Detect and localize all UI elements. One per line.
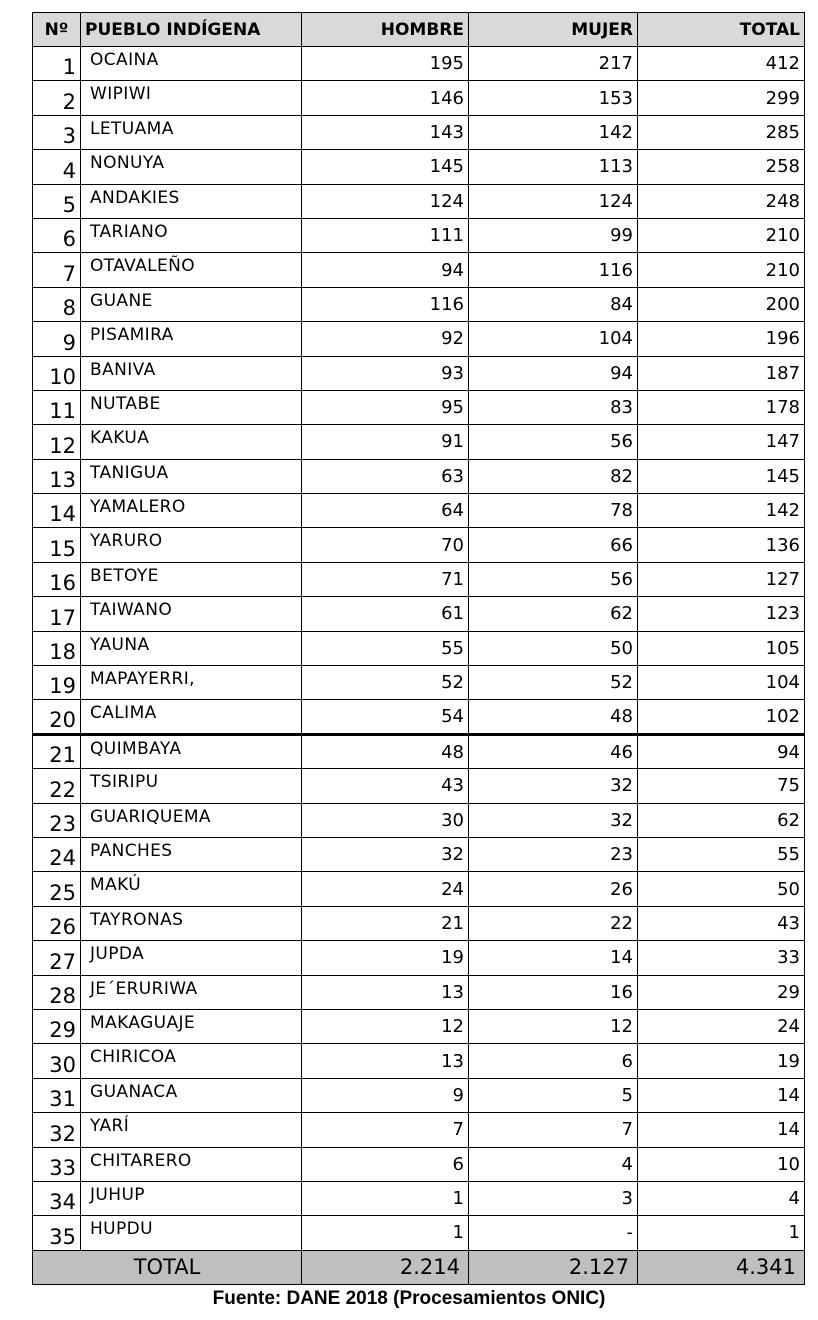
header-pueblo: PUEBLO INDÍGENA xyxy=(81,13,302,47)
mujer-count: 99 xyxy=(469,218,638,252)
pueblo-name: MAKÚ xyxy=(81,872,302,906)
totals-total: 4.341 xyxy=(638,1250,805,1284)
table-row xyxy=(33,734,805,768)
table-row xyxy=(33,1078,805,1112)
hombre-count: 145 xyxy=(302,150,469,184)
mujer-count: 153 xyxy=(469,81,638,115)
hombre-count: 92 xyxy=(302,322,469,356)
table-row xyxy=(33,597,805,631)
total-count: 147 xyxy=(638,425,805,459)
pueblo-name: JE´ERURIWA xyxy=(81,975,302,1009)
row-number: 1 xyxy=(33,47,81,81)
mujer-count: 116 xyxy=(469,253,638,287)
pueblo-name: LETUAMA xyxy=(81,115,302,149)
hombre-count: 1 xyxy=(302,1181,469,1215)
totals-mujer: 2.127 xyxy=(469,1250,638,1284)
hombre-count: 52 xyxy=(302,666,469,700)
pueblo-name: GUARIQUEMA xyxy=(81,803,302,837)
pueblo-name: BANIVA xyxy=(81,356,302,390)
row-number: 9 xyxy=(33,322,81,356)
mujer-count: 26 xyxy=(469,872,638,906)
total-count: 43 xyxy=(638,906,805,940)
mujer-count: 104 xyxy=(469,322,638,356)
mujer-count: 22 xyxy=(469,906,638,940)
hombre-count: 195 xyxy=(302,47,469,81)
total-count: 50 xyxy=(638,872,805,906)
hombre-count: 63 xyxy=(302,459,469,493)
pueblo-name: PANCHES xyxy=(81,837,302,871)
table-row xyxy=(33,872,805,906)
table-row xyxy=(33,666,805,700)
table-header xyxy=(33,13,805,47)
pueblo-name: NUTABE xyxy=(81,390,302,424)
total-count: 33 xyxy=(638,941,805,975)
pueblo-name: GUANE xyxy=(81,287,302,321)
row-number: 20 xyxy=(33,700,81,734)
source-caption: Fuente: DANE 2018 (Procesamientos ONIC) xyxy=(212,1288,606,1309)
pueblo-name: TANIGUA xyxy=(81,459,302,493)
mujer-count: 7 xyxy=(469,1113,638,1147)
hombre-count: 48 xyxy=(302,734,469,768)
table-row xyxy=(33,700,805,734)
row-number: 25 xyxy=(33,872,81,906)
total-count: 14 xyxy=(638,1078,805,1112)
hombre-count: 143 xyxy=(302,115,469,149)
total-count: 258 xyxy=(638,150,805,184)
mujer-count: 6 xyxy=(469,1044,638,1078)
table-body xyxy=(33,47,805,1251)
pueblo-name: TARIANO xyxy=(81,218,302,252)
row-number: 16 xyxy=(33,562,81,596)
hombre-count: 64 xyxy=(302,494,469,528)
mujer-count: 142 xyxy=(469,115,638,149)
total-count: 105 xyxy=(638,631,805,665)
hombre-count: 95 xyxy=(302,390,469,424)
total-count: 178 xyxy=(638,390,805,424)
hombre-count: 32 xyxy=(302,837,469,871)
total-count: 196 xyxy=(638,322,805,356)
population-table-container xyxy=(32,12,804,1285)
pueblo-name: JUPDA xyxy=(81,941,302,975)
row-number: 3 xyxy=(33,115,81,149)
mujer-count: 12 xyxy=(469,1009,638,1043)
hombre-count: 6 xyxy=(302,1147,469,1181)
mujer-count: 5 xyxy=(469,1078,638,1112)
table-row xyxy=(33,150,805,184)
row-number: 19 xyxy=(33,666,81,700)
total-count: 142 xyxy=(638,494,805,528)
total-count: 145 xyxy=(638,459,805,493)
pueblo-name: OCAINA xyxy=(81,47,302,81)
pueblo-name: OTAVALEÑO xyxy=(81,253,302,287)
table-row xyxy=(33,356,805,390)
row-number: 10 xyxy=(33,356,81,390)
pueblo-name: MAKAGUAJE xyxy=(81,1009,302,1043)
mujer-count: 56 xyxy=(469,425,638,459)
header-row xyxy=(33,13,805,47)
total-count: 210 xyxy=(638,218,805,252)
pueblo-name: JUHUP xyxy=(81,1181,302,1215)
totals-label: TOTAL xyxy=(33,1250,302,1284)
total-count: 285 xyxy=(638,115,805,149)
table-row xyxy=(33,837,805,871)
total-count: 299 xyxy=(638,81,805,115)
table-row xyxy=(33,287,805,321)
pueblo-name: ANDAKIES xyxy=(81,184,302,218)
row-number: 8 xyxy=(33,287,81,321)
mujer-count: 94 xyxy=(469,356,638,390)
table-row xyxy=(33,425,805,459)
hombre-count: 9 xyxy=(302,1078,469,1112)
pueblo-name: TSIRIPU xyxy=(81,769,302,803)
pueblo-name: QUIMBAYA xyxy=(81,734,302,768)
table-row xyxy=(33,322,805,356)
mujer-count: 3 xyxy=(469,1181,638,1215)
total-count: 136 xyxy=(638,528,805,562)
row-number: 11 xyxy=(33,390,81,424)
table-row xyxy=(33,769,805,803)
mujer-count: 62 xyxy=(469,597,638,631)
row-number: 21 xyxy=(33,734,81,768)
row-number: 12 xyxy=(33,425,81,459)
hombre-count: 146 xyxy=(302,81,469,115)
hombre-count: 124 xyxy=(302,184,469,218)
hombre-count: 1 xyxy=(302,1216,469,1250)
header-hombre: HOMBRE xyxy=(302,13,469,47)
table-row xyxy=(33,1181,805,1215)
total-count: 94 xyxy=(638,734,805,768)
row-number: 32 xyxy=(33,1113,81,1147)
hombre-count: 93 xyxy=(302,356,469,390)
total-count: 104 xyxy=(638,666,805,700)
pueblo-name: TAYRONAS xyxy=(81,906,302,940)
mujer-count: - xyxy=(469,1216,638,1250)
row-number: 27 xyxy=(33,941,81,975)
hombre-count: 30 xyxy=(302,803,469,837)
mujer-count: 84 xyxy=(469,287,638,321)
table-footer xyxy=(33,1250,805,1284)
row-number: 34 xyxy=(33,1181,81,1215)
row-number: 7 xyxy=(33,253,81,287)
table-row xyxy=(33,494,805,528)
pueblo-name: YARURO xyxy=(81,528,302,562)
row-number: 17 xyxy=(33,597,81,631)
mujer-count: 46 xyxy=(469,734,638,768)
row-number: 5 xyxy=(33,184,81,218)
mujer-count: 82 xyxy=(469,459,638,493)
mujer-count: 48 xyxy=(469,700,638,734)
table-row xyxy=(33,253,805,287)
totals-hombre: 2.214 xyxy=(302,1250,469,1284)
total-count: 14 xyxy=(638,1113,805,1147)
mujer-count: 23 xyxy=(469,837,638,871)
table-row xyxy=(33,1113,805,1147)
hombre-count: 116 xyxy=(302,287,469,321)
mujer-count: 124 xyxy=(469,184,638,218)
pueblo-name: YAMALERO xyxy=(81,494,302,528)
hombre-count: 19 xyxy=(302,941,469,975)
table-row xyxy=(33,1044,805,1078)
total-count: 75 xyxy=(638,769,805,803)
table-row xyxy=(33,631,805,665)
hombre-count: 91 xyxy=(302,425,469,459)
mujer-count: 52 xyxy=(469,666,638,700)
row-number: 13 xyxy=(33,459,81,493)
table-row xyxy=(33,81,805,115)
total-count: 200 xyxy=(638,287,805,321)
pueblo-name: CHITARERO xyxy=(81,1147,302,1181)
hombre-count: 94 xyxy=(302,253,469,287)
mujer-count: 4 xyxy=(469,1147,638,1181)
table-row xyxy=(33,390,805,424)
hombre-count: 61 xyxy=(302,597,469,631)
total-count: 412 xyxy=(638,47,805,81)
pueblo-name: BETOYE xyxy=(81,562,302,596)
total-count: 4 xyxy=(638,1181,805,1215)
pueblo-name: GUANACA xyxy=(81,1078,302,1112)
table-row xyxy=(33,184,805,218)
total-count: 29 xyxy=(638,975,805,1009)
pueblo-name: HUPDU xyxy=(81,1216,302,1250)
total-count: 19 xyxy=(638,1044,805,1078)
total-count: 24 xyxy=(638,1009,805,1043)
hombre-count: 55 xyxy=(302,631,469,665)
table-row xyxy=(33,906,805,940)
row-number: 33 xyxy=(33,1147,81,1181)
mujer-count: 16 xyxy=(469,975,638,1009)
pueblo-name: WIPIWI xyxy=(81,81,302,115)
total-count: 62 xyxy=(638,803,805,837)
pueblo-name: YAUNA xyxy=(81,631,302,665)
mujer-count: 78 xyxy=(469,494,638,528)
row-number: 26 xyxy=(33,906,81,940)
table-row xyxy=(33,1147,805,1181)
header-total: TOTAL xyxy=(638,13,805,47)
mujer-count: 32 xyxy=(469,803,638,837)
total-count: 55 xyxy=(638,837,805,871)
hombre-count: 7 xyxy=(302,1113,469,1147)
row-number: 28 xyxy=(33,975,81,1009)
total-count: 10 xyxy=(638,1147,805,1181)
hombre-count: 13 xyxy=(302,1044,469,1078)
row-number: 22 xyxy=(33,769,81,803)
table-row xyxy=(33,803,805,837)
row-number: 14 xyxy=(33,494,81,528)
pueblo-name: TAIWANO xyxy=(81,597,302,631)
mujer-count: 113 xyxy=(469,150,638,184)
row-number: 23 xyxy=(33,803,81,837)
mujer-count: 50 xyxy=(469,631,638,665)
total-count: 248 xyxy=(638,184,805,218)
total-count: 210 xyxy=(638,253,805,287)
hombre-count: 70 xyxy=(302,528,469,562)
row-number: 6 xyxy=(33,218,81,252)
row-number: 31 xyxy=(33,1078,81,1112)
hombre-count: 111 xyxy=(302,218,469,252)
mujer-count: 66 xyxy=(469,528,638,562)
table-row xyxy=(33,459,805,493)
hombre-count: 13 xyxy=(302,975,469,1009)
total-count: 127 xyxy=(638,562,805,596)
pueblo-name: YARÍ xyxy=(81,1113,302,1147)
mujer-count: 83 xyxy=(469,390,638,424)
total-count: 187 xyxy=(638,356,805,390)
pueblo-name: PISAMIRA xyxy=(81,322,302,356)
mujer-count: 14 xyxy=(469,941,638,975)
mujer-count: 217 xyxy=(469,47,638,81)
pueblo-name: CALIMA xyxy=(81,700,302,734)
row-number: 30 xyxy=(33,1044,81,1078)
table-row xyxy=(33,941,805,975)
header-num: Nº xyxy=(33,13,81,47)
row-number: 35 xyxy=(33,1216,81,1250)
row-number: 15 xyxy=(33,528,81,562)
total-count: 102 xyxy=(638,700,805,734)
hombre-count: 54 xyxy=(302,700,469,734)
mujer-count: 32 xyxy=(469,769,638,803)
table-row xyxy=(33,975,805,1009)
totals-row xyxy=(33,1250,805,1284)
table-row xyxy=(33,47,805,81)
total-count: 1 xyxy=(638,1216,805,1250)
pueblo-name: NONUYA xyxy=(81,150,302,184)
hombre-count: 24 xyxy=(302,872,469,906)
table-row xyxy=(33,1009,805,1043)
row-number: 29 xyxy=(33,1009,81,1043)
mujer-count: 56 xyxy=(469,562,638,596)
header-mujer: MUJER xyxy=(469,13,638,47)
population-table xyxy=(32,12,805,1285)
pueblo-name: MAPAYERRI, xyxy=(81,666,302,700)
table-row xyxy=(33,528,805,562)
hombre-count: 21 xyxy=(302,906,469,940)
table-row xyxy=(33,562,805,596)
pueblo-name: KAKUA xyxy=(81,425,302,459)
row-number: 24 xyxy=(33,837,81,871)
table-row xyxy=(33,115,805,149)
total-count: 123 xyxy=(638,597,805,631)
hombre-count: 43 xyxy=(302,769,469,803)
hombre-count: 71 xyxy=(302,562,469,596)
pueblo-name: CHIRICOA xyxy=(81,1044,302,1078)
row-number: 4 xyxy=(33,150,81,184)
row-number: 18 xyxy=(33,631,81,665)
table-row xyxy=(33,218,805,252)
table-row xyxy=(33,1216,805,1250)
hombre-count: 12 xyxy=(302,1009,469,1043)
row-number: 2 xyxy=(33,81,81,115)
